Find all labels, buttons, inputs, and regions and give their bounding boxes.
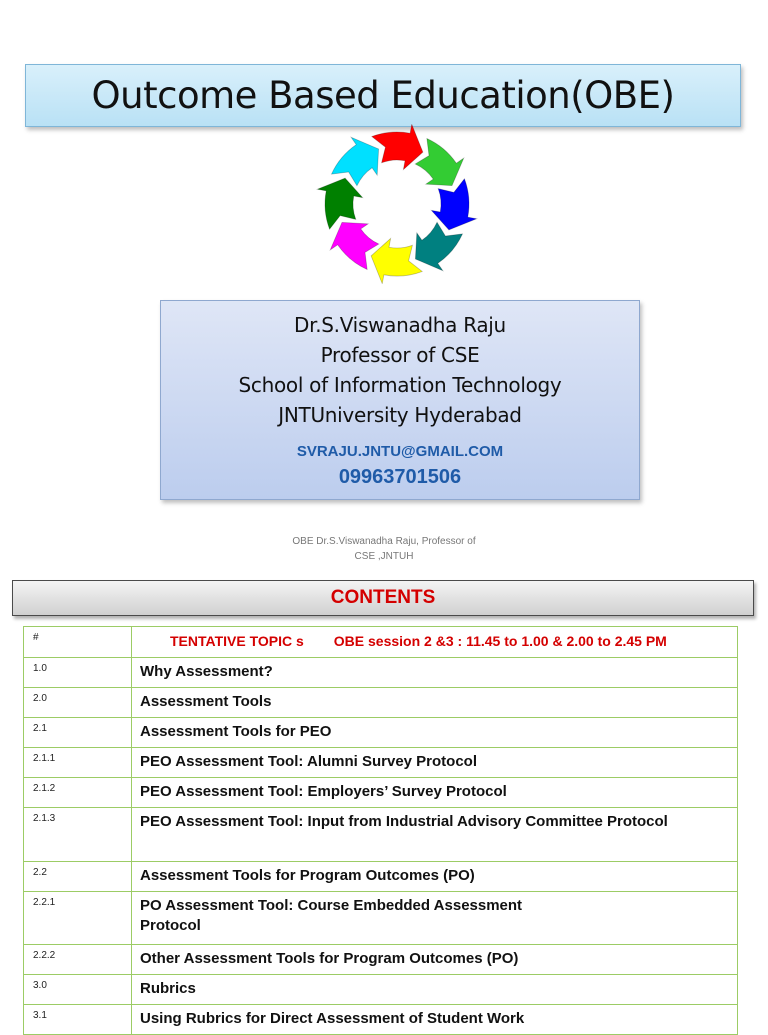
table-row <box>24 862 738 892</box>
table-row <box>24 748 738 778</box>
row-num: 2.2 <box>24 862 132 892</box>
row-num: 2.1.3 <box>24 808 132 862</box>
header-session: OBE session 2 &3 : 11.45 to 1.00 & 2.00 to 2.45 PM <box>333 633 667 649</box>
table-header-row <box>24 627 738 658</box>
row-num: 2.1 <box>24 718 132 748</box>
row-num: 2.1.2 <box>24 778 132 808</box>
footer-line-2: CSE ,JNTUH <box>354 551 414 562</box>
author-card <box>160 300 640 500</box>
author-university: JNTUniversity Hyderabad <box>278 403 522 427</box>
table-row <box>24 1005 738 1035</box>
cycle-arrow-segment <box>371 238 422 283</box>
cycle-arrow-segment <box>431 179 476 230</box>
row-topic: Why Assessment? <box>132 658 738 688</box>
row-num: 2.2.1 <box>24 892 132 945</box>
table-row <box>24 945 738 975</box>
cycle-arrow-segment <box>330 222 379 269</box>
cycle-arrow-segment <box>317 178 362 229</box>
author-position: Professor of CSE <box>320 343 480 367</box>
table-row <box>24 892 738 945</box>
table-row <box>24 808 738 862</box>
row-topic: Rubrics <box>132 975 738 1005</box>
cycle-arrow-segment <box>415 138 464 185</box>
contents-heading-bar <box>12 580 754 616</box>
row-topic: Other Assessment Tools for Program Outcomes (PO) <box>132 945 738 975</box>
footer-line-1: OBE Dr.S.Viswanadha Raju, Professor of <box>292 536 476 547</box>
row-topic: PEO Assessment Tool: Alumni Survey Protocol <box>132 748 738 778</box>
header-topic <box>132 627 738 658</box>
row-topic: Assessment Tools <box>132 688 738 718</box>
author-school: School of Information Technology <box>238 373 562 397</box>
author-email: SVRAJU.JNTU@GMAIL.COM <box>296 443 504 460</box>
row-num: 1.0 <box>24 658 132 688</box>
cycle-arrows-graphic <box>305 124 489 284</box>
header-topic-label: TENTATIVE TOPIC s <box>170 633 304 649</box>
cycle-arrow-segment <box>415 222 462 271</box>
row-topic: Assessment Tools for PEO <box>132 718 738 748</box>
header-num: # <box>24 627 132 658</box>
slide-footer <box>270 534 498 564</box>
table-row <box>24 778 738 808</box>
row-topic: Using Rubrics for Direct Assessment of Student Work <box>132 1005 738 1035</box>
contents-heading: CONTENTS <box>330 587 436 608</box>
author-phone: 09963701506 <box>338 466 462 488</box>
row-num: 2.1.1 <box>24 748 132 778</box>
row-topic: PO Assessment Tool: Course Embedded Assessment Protocol <box>132 892 738 945</box>
topics-table <box>23 626 738 1035</box>
row-topic: PEO Assessment Tool: Employers’ Survey Protocol <box>132 778 738 808</box>
row-num: 2.0 <box>24 688 132 718</box>
cycle-arrow-segment <box>372 124 423 169</box>
slide-title: Outcome Based Education(OBE) <box>91 74 675 117</box>
table-row <box>24 688 738 718</box>
row-num: 3.0 <box>24 975 132 1005</box>
row-num: 2.2.2 <box>24 945 132 975</box>
table-row <box>24 975 738 1005</box>
row-topic: PEO Assessment Tool: Input from Industrial Advisory Committee Protocol <box>132 808 738 862</box>
title-banner <box>25 64 741 127</box>
table-row <box>24 658 738 688</box>
author-name: Dr.S.Viswanadha Raju <box>294 313 506 337</box>
row-topic: Assessment Tools for Program Outcomes (PO) <box>132 862 738 892</box>
cycle-arrow-segment <box>331 137 378 186</box>
row-num: 3.1 <box>24 1005 132 1035</box>
table-row <box>24 718 738 748</box>
